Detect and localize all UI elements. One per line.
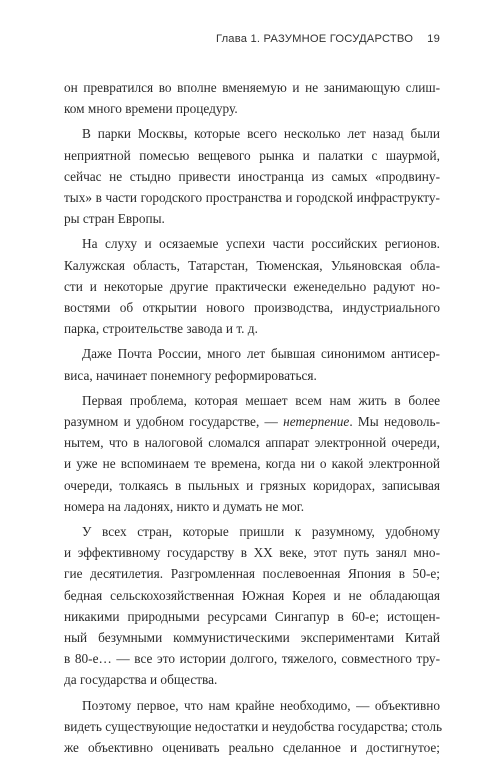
- text-line: [64, 432, 440, 453]
- text-run: . Мы недоволь-: [349, 414, 440, 430]
- text-line: же объективно оценивать реально сделанное и достигнутое;: [64, 740, 440, 756]
- text-line: Первая проблема, которая мешает всем нам жить в более: [82, 392, 440, 408]
- text-line: и уже не вспоминаем те времена, когда ни о какой электронной: [64, 456, 440, 472]
- text-line: видеть существующие недостатки и неудобства государства; столь: [64, 718, 443, 734]
- paragraph: [64, 233, 440, 339]
- paragraph: [64, 695, 443, 759]
- text-line: ры стран Европы.: [64, 211, 165, 227]
- body-text: [64, 77, 443, 762]
- text-line: тых» в части городского пространства и городской инфраструкту-: [64, 190, 440, 206]
- text-run: тем, что в налоговой сломался аппарат электронной очереди,: [80, 435, 440, 451]
- text-line: Поэтому первое, что нам крайне необходимо, — объективно: [82, 697, 440, 713]
- text-line: [64, 411, 440, 432]
- text-line: Даже Почта России, много лет бывшая синонимом антисер-: [82, 346, 440, 362]
- text-line: гие десятилетия. Разгромленная послевоенная Япония в 50-е;: [64, 566, 440, 582]
- text-line: сейчас не стыдно привести иностранца из самых «продвину-: [64, 168, 440, 184]
- text-line: сти и некоторые другие практически еженедельно радуют но-: [64, 278, 440, 294]
- text-line: номера на ладонях, никто и думать не мог.: [64, 498, 305, 514]
- text-line: В парки Москвы, которые всего несколько лет назад были: [82, 126, 440, 142]
- text-line: очереди, толкаясь в пыльных и грязных коридорах, записывая: [64, 477, 440, 493]
- text-line: ком много времени процедуру.: [64, 101, 238, 117]
- paragraph: [64, 77, 440, 119]
- text-line: На слуху и осязаемые успехи части российских регионов.: [82, 236, 440, 252]
- running-head: [216, 33, 440, 45]
- text-line: да государства и общества.: [64, 672, 218, 688]
- text-line: востями об открытии нового производства, индустриального: [64, 300, 440, 316]
- text-line: Калужская область, Татарстан, Тюменская, Ульяновская обла-: [64, 257, 440, 273]
- text-line: неприятной помесью вещевого рынка и палатки с шаурмой,: [64, 147, 440, 163]
- text-line: и эффективному государству в XX веке, этот путь занял мно-: [64, 545, 440, 561]
- chapter-title: Глава 1. РАЗУМНОЕ ГОСУДАРСТВО: [215, 33, 414, 45]
- emphasis-word: нетерпение: [283, 414, 350, 430]
- paragraph: [64, 521, 440, 691]
- text-run: ны: [64, 435, 81, 451]
- text-line: никакими природными ресурсами Сингапур в 60-е; истощен-: [64, 608, 440, 624]
- text-line: парка, строительстве завода и т. д.: [64, 321, 258, 337]
- paragraph: [64, 390, 440, 517]
- paragraph: [64, 343, 440, 385]
- text-line: он превратился во вполне вменяемую и не занимающую слиш-: [64, 80, 440, 95]
- page-number: 19: [427, 33, 440, 45]
- text-line: бедная сельскохозяйственная Южная Корея и не обладающая: [64, 587, 440, 603]
- text-line: ный безумными коммунистическими экспериментами Китай: [64, 630, 440, 646]
- text-line: в 80-е… — все это истории долгого, тяжелого, совместного тру-: [64, 651, 440, 667]
- text-run: разумном и удобном государстве, —: [64, 414, 278, 430]
- text-line: виса, начинает понемногу реформироваться.: [64, 367, 317, 383]
- text-line: У всех стран, которые пришли к разумному, удобному: [82, 524, 440, 540]
- paragraph: [64, 123, 440, 229]
